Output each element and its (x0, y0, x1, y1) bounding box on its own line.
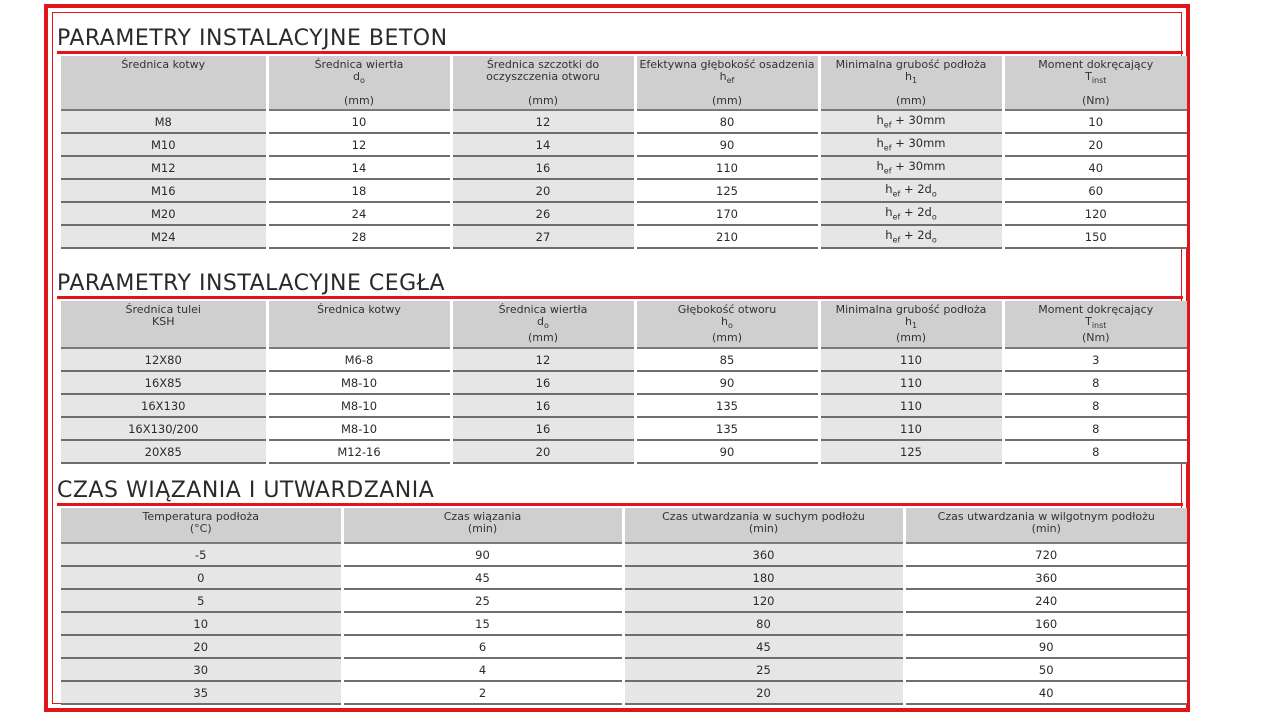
table-cell: 45 (342, 566, 623, 589)
table-czas (61, 508, 1187, 705)
table-header-row (61, 508, 1187, 543)
table-cell: 8 (1003, 371, 1187, 394)
table-cell: 12X80 (61, 348, 267, 371)
table-cell: 4 (342, 658, 623, 681)
table-cell: 5 (61, 589, 342, 612)
table-cell: $h_{ef} + 2d_o$ (819, 225, 1003, 248)
table-row (61, 681, 1187, 704)
table-cegla (61, 301, 1187, 464)
table-cell: $h_{ef} + 2d_o$ (819, 202, 1003, 225)
table-cell: 170 (635, 202, 819, 225)
table-cell: 20X85 (61, 440, 267, 463)
table-cell: 85 (635, 348, 819, 371)
table-cell: 110 (819, 348, 1003, 371)
header-cell: Moment dokręcający $T_{inst}$ (Nm) (1003, 56, 1187, 110)
header-cell: Moment dokręcający $T_{inst}$ (Nm) (1003, 301, 1187, 348)
table-cell: 20 (451, 179, 635, 202)
table-cell: 80 (635, 110, 819, 133)
table-cell: 160 (904, 612, 1187, 635)
table-cell: 90 (342, 543, 623, 566)
table-cell: 80 (623, 612, 904, 635)
table-cell: 20 (61, 635, 342, 658)
table-cell: M20 (61, 202, 267, 225)
table-beton (61, 56, 1187, 249)
table-row (61, 225, 1187, 248)
table-cell: 26 (451, 202, 635, 225)
table-cell: 135 (635, 417, 819, 440)
table-cell: 20 (451, 440, 635, 463)
header-cell: Średnica tulei KSH (61, 301, 267, 348)
header-cell: Czas wiązania (min) (342, 508, 623, 543)
table-cell: M8 (61, 110, 267, 133)
table-cell: 14 (451, 133, 635, 156)
table-cell: $h_{ef} + 30mm$ (819, 133, 1003, 156)
header-cell: Średnica kotwy (267, 301, 451, 348)
table-cell: $h_{ef} + 30mm$ (819, 110, 1003, 133)
table-cell: 150 (1003, 225, 1187, 248)
table-cell: 10 (1003, 110, 1187, 133)
table-cell: 720 (904, 543, 1187, 566)
table-row (61, 589, 1187, 612)
table-cell: 12 (267, 133, 451, 156)
table-row (61, 371, 1187, 394)
header-cell: Głębokość otworu $h_o$ (mm) (635, 301, 819, 348)
table-cell: -5 (61, 543, 342, 566)
table-row (61, 202, 1187, 225)
table-cell: 90 (635, 440, 819, 463)
table-cell: 6 (342, 635, 623, 658)
table-cell: M10 (61, 133, 267, 156)
table-row (61, 543, 1187, 566)
table-cell: 110 (819, 394, 1003, 417)
table-cell: 12 (451, 348, 635, 371)
table-cell: 360 (904, 566, 1187, 589)
table-cell: 360 (623, 543, 904, 566)
header-cell: Średnica wiertła $d_o$ (mm) (267, 56, 451, 110)
table-cell: 18 (267, 179, 451, 202)
table-cell: 90 (635, 371, 819, 394)
table-row (61, 635, 1187, 658)
header-cell: Średnica szczotki do oczyszczenia otworu (mm) (451, 56, 635, 110)
table-cell: M8-10 (267, 417, 451, 440)
header-cell: Czas utwardzania w suchym podłożu (min) (623, 508, 904, 543)
table-cell: 16 (451, 156, 635, 179)
table-row (61, 612, 1187, 635)
table-row (61, 658, 1187, 681)
table-cell: 210 (635, 225, 819, 248)
table-cell: 12 (451, 110, 635, 133)
table-cell: 35 (61, 681, 342, 704)
table-row (61, 110, 1187, 133)
table-cell: 135 (635, 394, 819, 417)
header-cell: Efektywna głębokość osadzenia $h_{ef}$ (mm) (635, 56, 819, 110)
table-cell: M12 (61, 156, 267, 179)
table-cell: $h_{ef} + 30mm$ (819, 156, 1003, 179)
table-header-row (61, 301, 1187, 348)
table-cell: 20 (1003, 133, 1187, 156)
table-cell: M8-10 (267, 394, 451, 417)
table-cell: 25 (342, 589, 623, 612)
table-cell: $h_{ef} + 2d_o$ (819, 179, 1003, 202)
document-inner (52, 12, 1182, 704)
table-cell: 40 (904, 681, 1187, 704)
table-cell: 24 (267, 202, 451, 225)
table-cell: 8 (1003, 417, 1187, 440)
table-cell: 125 (819, 440, 1003, 463)
table-cell: 8 (1003, 394, 1187, 417)
table-cell: 25 (623, 658, 904, 681)
table-row (61, 156, 1187, 179)
table-row (61, 394, 1187, 417)
table-row (61, 566, 1187, 589)
table-cell: 120 (1003, 202, 1187, 225)
section-rule (57, 51, 1183, 54)
table-cell: 16 (451, 417, 635, 440)
table-cell: 110 (819, 371, 1003, 394)
table-cell: 15 (342, 612, 623, 635)
table-cell: 2 (342, 681, 623, 704)
table-cell: 240 (904, 589, 1187, 612)
section-title-czas: CZAS WIĄZANIA I UTWARDZANIA (57, 478, 435, 503)
table-cell: 90 (904, 635, 1187, 658)
header-cell: Minimalna grubość podłoża $h_1$ (mm) (819, 56, 1003, 110)
table-cell: M12-16 (267, 440, 451, 463)
table-cell: 8 (1003, 440, 1187, 463)
table-cell: 180 (623, 566, 904, 589)
table-cell: 16 (451, 371, 635, 394)
table-row (61, 348, 1187, 371)
table-cell: 10 (267, 110, 451, 133)
table-cell: 16X130 (61, 394, 267, 417)
table-cell: 10 (61, 612, 342, 635)
section-rule (57, 296, 1183, 299)
table-cell: M24 (61, 225, 267, 248)
table-cell: 45 (623, 635, 904, 658)
table-row (61, 133, 1187, 156)
table-cell: M6-8 (267, 348, 451, 371)
section-rule (57, 503, 1183, 506)
table-cell: 14 (267, 156, 451, 179)
section-title-cegla: PARAMETRY INSTALACYJNE CEGŁA (57, 271, 446, 296)
table-cell: 40 (1003, 156, 1187, 179)
table-cell: 28 (267, 225, 451, 248)
header-cell: Czas utwardzania w wilgotnym podłożu (min) (904, 508, 1187, 543)
table-row (61, 417, 1187, 440)
header-cell: Średnica kotwy (61, 56, 267, 110)
table-cell: 16X85 (61, 371, 267, 394)
table-cell: 27 (451, 225, 635, 248)
table-cell: 16X130/200 (61, 417, 267, 440)
table-cell: 125 (635, 179, 819, 202)
table-cell: 50 (904, 658, 1187, 681)
section-title-beton: PARAMETRY INSTALACYJNE BETON (57, 26, 448, 51)
table-cell: 0 (61, 566, 342, 589)
table-row (61, 440, 1187, 463)
table-cell: 16 (451, 394, 635, 417)
table-cell: 120 (623, 589, 904, 612)
table-cell: 110 (819, 417, 1003, 440)
document-frame (44, 4, 1190, 712)
table-cell: 60 (1003, 179, 1187, 202)
header-cell: Średnica wiertła $d_o$ (mm) (451, 301, 635, 348)
table-cell: 110 (635, 156, 819, 179)
table-cell: M16 (61, 179, 267, 202)
table-cell: M8-10 (267, 371, 451, 394)
table-cell: 3 (1003, 348, 1187, 371)
table-row (61, 179, 1187, 202)
table-cell: 90 (635, 133, 819, 156)
table-header-row (61, 56, 1187, 110)
table-cell: 20 (623, 681, 904, 704)
header-cell: Minimalna grubość podłoża $h_1$ (mm) (819, 301, 1003, 348)
header-cell: Temperatura podłoża (°C) (61, 508, 342, 543)
table-cell: 30 (61, 658, 342, 681)
